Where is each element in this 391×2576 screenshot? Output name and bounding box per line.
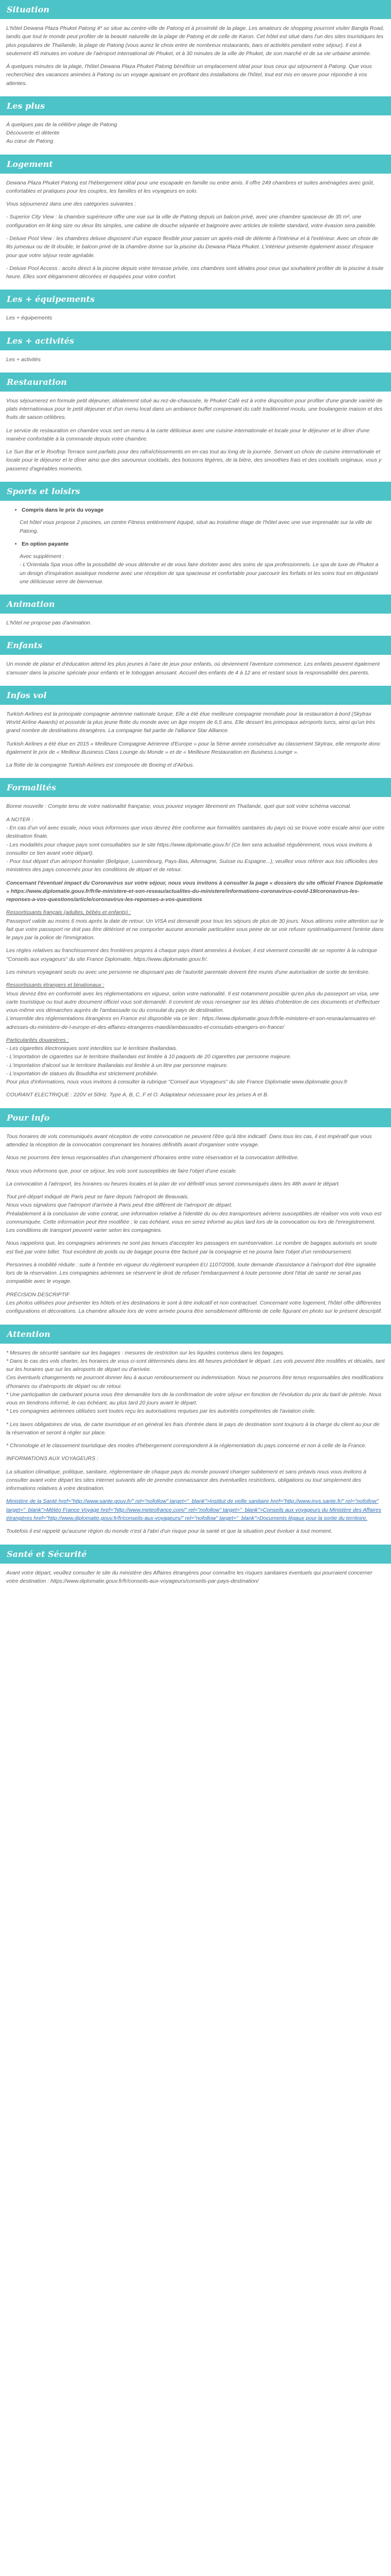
paragraph: * Dans le cas des vols charter, les horaires de vous ci-sont déterminés dans les 48 heures précédant le départ. Les vols peuvent être modifiés et décalés, tant sur les horaires que sur les aéroports de départ ou d'arrivée. xyxy=(6,1358,385,1373)
section-content-pourinfo xyxy=(0,1132,391,1316)
section-title-restauration: Restauration xyxy=(0,372,391,392)
paragraph: Préalablement à la conclusion de votre contrat, une information relative à l'identité du ou des transporteurs aériens susceptibles de réaliser vos vols vous est communiquée. Cette information peut être modifiée ; le cas échéant, vous en serez informé au plus tard lors de la convocation ou lors de l'enregistrement. Les conditions de transport peuvent varier selon les compagnies. xyxy=(6,1210,382,1234)
section-title-animation: Animation xyxy=(0,595,391,614)
paragraph: Découverte et détente xyxy=(6,130,60,137)
paragraph: Les règles relatives au franchissement des frontières propres à chaque pays étant amenées à évoluer, il est vivement conseillé de se reporter à la rubrique "Conseils aux voyageurs" du site France Diplomatie, https://www.diplomatie.gouv.fr/. xyxy=(6,947,378,962)
section-title-enfants: Enfants xyxy=(0,636,391,655)
paragraph: Les + équipements xyxy=(6,315,53,321)
paragraph: - Les modalités pour chaque pays sont consultables sur le site https://www.diplomatie.gouv.fr/ (Ce lien sera actualisé régulièrement, nous vous invitons à consulter ce lien avant votre départ). xyxy=(6,841,372,856)
paragraph: L'hôtel ne propose pas d'animation. xyxy=(6,620,92,626)
paragraph: Tout pré-départ indiqué de Paris peut se faire depuis l'aéroport de Beauvais. xyxy=(6,1194,189,1200)
section-title-vol: Infos vol xyxy=(0,686,391,705)
section-formalites xyxy=(0,778,391,1108)
section-title-plus: Les plus xyxy=(0,96,391,115)
section-situation xyxy=(0,0,391,96)
paragraph: Le Sun Bar et le Rooftop Terrace sont parfaits pour des rafraîchissements en en-cas tout au long de la journée. Servant un choix de cuisine internationale et locale pour le déjeuner et le dîner ainsi que des savoureux cocktails, des boissons légères, de la bière, des smoothies frais et des cocktails originaux, vous y passerez d'agréables moments. xyxy=(6,449,382,472)
section-sante xyxy=(0,1545,391,1595)
paragraph: - L'exportation de statues du Bouddha est strictement prohibée. xyxy=(6,1070,159,1077)
paragraph: Les mineurs voyageant seuls ou avec une personne ne disposant pas de l'autorité parentale doivent être munis d'une autorisation de sortie de territoire. xyxy=(6,969,370,975)
paragraph: Au cœur de Patong xyxy=(6,138,54,145)
section-title-situation: Situation xyxy=(0,0,391,19)
section-enfants xyxy=(0,636,391,686)
paragraph: L'ensemble des réglementations étrangères en France est disponible via ce lien : https://www.diplomatie.gouv.fr/fr/le-ministere-et-son-reseau/annuaires-et-adresses-du-ministere-de-l-europe-et-des-affaires-etrangeres-maedi/ambassades-et-consulats-etrangers-en-france/ xyxy=(6,1015,377,1030)
paragraph: Avec supplément : xyxy=(20,553,64,560)
section-content-logement xyxy=(0,179,391,281)
section-content-attention xyxy=(0,1349,391,1536)
bullet-list xyxy=(6,506,385,514)
paragraph: Avant votre départ, veuillez consulter le site du ministère des Affaires étrangères pour connaître les risques sanitaires éventuels qui pourraient concerner votre destination : https://www.diplomatie.gouv.fr/fr/conseils-aux-voyageurs/conseils-par-pays-destination/ xyxy=(6,1569,372,1584)
bullet-list xyxy=(6,540,385,548)
paragraph: * Les compagnies aériennes utilisées sont toutes reçu les autorisations requises par les autorités compétentes de l'aviation civile. xyxy=(6,1408,316,1415)
paragraph: Vous devrez être en conformité avec les réglementations en vigueur, selon votre nationalité. Il est notamment possible qu'en plus du passeport un visa, une carte touristique ou tout autre document officiel vous soit demandé. Il convient de vous renseigner sur les délais d'obtention de ces documents et d'effectuer vous-même vos démarches auprès de l'ambassade ou du consulat du pays de destination. xyxy=(6,990,380,1014)
paragraph: COURANT ELECTRIQUE : 220V et 50Hz. Type A, B, C, F et O. Adaptateur nécessaire pour les prises A et B. xyxy=(6,1092,269,1098)
paragraph: Ressortissants français (adultes, bébés et enfants) : xyxy=(6,909,131,916)
section-title-sante: Santé et Sécurité xyxy=(0,1545,391,1564)
paragraph: Le service de restauration en chambre vous sert un menu à la carte délicieux avec une cuisine internationale et locale pour le déjeuner et le dîner d'une manière confortable à la commande depuis votre chambre. xyxy=(6,427,370,442)
paragraph: Turkish Airlines est la principale compagnie aérienne nationale turque. Elle a été élue meilleure compagnie mondiale pour la restauration à bord (Skytrax World Airline Awards) et possède la plus jeune flotte du monde avec un âge moyen de 6,5 ans. Elle dessert les principaux aéroports turcs, ainsi qu'un très grand nombre de destinations étrangères. La compagnie fait partie de l'alliance Star Alliance. xyxy=(6,710,375,734)
paragraph: * Chronologie et le classement touristique des modes d'hébergement correspondent à la réglementation du pays concerné et non à celle de la France. xyxy=(6,1443,367,1449)
section-plus xyxy=(0,96,391,155)
section-title-formalites: Formalités xyxy=(0,778,391,797)
paragraph: - En cas d'un vol avec escale, nous vous informons que vous devrez être conforme aux formalités sanitaires du pays où se trouve votre escale ainsi que votre destination finale. xyxy=(6,825,385,840)
paragraph: Vous séjournerez dans une des catégories suivantes : xyxy=(6,201,136,208)
paragraph: * Les taxes obligatoires de visa, de carte touristique et en général les frais d'entrée dans le pays de destination sont toujours à la charge du client au jour de la réservation et seront à régler sur place. xyxy=(6,1421,380,1436)
paragraph: PRÉCISION DESCRIPTIF xyxy=(6,1291,70,1298)
section-activites xyxy=(0,331,391,372)
paragraph: Personnes à mobilité réduite : suite à l'entrée en vigueur du règlement européen EU 1107/2006, toute demande d'assistance à l'aéroport doit être signalée lors de la réservation. Les compagnies aériennes se réservent le droit de refuser l'embarquement à toute personne dont l'état de santé ne serait pas compatible avec le voyage. xyxy=(6,1261,376,1285)
paragraph: L'hôtel Dewana Plaza Phuket Patong 4* se situe au centre-ville de Patong et à proximité de la plage. Les amateurs de shopping pourront visiter Bangla Road, tandis que tout le monde peut profiter de la beauté naturelle de la plage de Patong et de celle de Karon. Cet hôtel est situé dans l'un des sites touristiques les plus populaires de Thaïlande, la plage de Patong (vous aurez le choix entre de nombreux restaurants, bars et activités pendant votre séjour). Il est à seulement 45 minutes en voiture de l'aéroport international de Phuket, et à 30 minutes de la ville de Phuket, de son marché et de sa vie urbaine animée. xyxy=(6,25,384,57)
paragraph: Ces éventuels changements ne pourront donner lieu à aucun remboursement ou indemnisation. Nous ne pourrons être tenus responsables des modifications d'horaires ou d'aéroports de départ ou de retour. xyxy=(6,1375,384,1389)
paragraph: Passeport valide au moins 6 mois après la date de retour. Un VISA est demandé pour tous les séjours de plus de 30 jours. Nous attirons votre attention sur le fait que votre passeport ne doit pas être détérioré et ne comporter aucune anomalie particulière sous peine de se voir refuser systématiquement l'entrée dans le pays par la police de l'immigration. xyxy=(6,918,384,941)
section-equipements xyxy=(0,290,391,331)
paragraph: Cet hôtel vous propose 2 piscines, un centre Fitness entièrement équipé, situé au troisième étage de l'hôtel avec une vue imprenable sur la ville de Patong. xyxy=(20,519,372,534)
list-item xyxy=(22,540,385,548)
paragraph: Ressortissants étrangers et binationaux : xyxy=(6,982,105,989)
section-title-attention: Attention xyxy=(0,1325,391,1344)
list-item xyxy=(22,506,385,514)
section-title-activites: Les + activités xyxy=(0,331,391,350)
paragraph: - L'Orientala Spa vous offre la possibilité de vous détendre et de vous faire dorloter avec des soins de spa professionnels. Le spa de luxe de Phuket a un design d'inspiration asiatique moderne avec une réception de spa spacieuse et confortable pour parcourir les forfaits et les soins tout en dégustant une délicieuse verre de bienvenue. xyxy=(20,562,379,585)
paragraph: Particularités douanières : xyxy=(6,1037,69,1043)
section-sports xyxy=(0,482,391,595)
paragraph: La flotte de la compagnie Turkish Airlines est composée de Boeing et d'Airbus. xyxy=(6,762,194,769)
section-content-animation xyxy=(0,619,391,627)
section-content-plus xyxy=(0,121,391,146)
section-content-formalites xyxy=(0,802,391,1099)
paragraph: A NOTER : xyxy=(6,816,34,823)
section-logement xyxy=(0,155,391,290)
paragraph: - Superior City View : la chambre supérieure offre une vue sur la ville de Patong depuis un balcon privé, avec une chambre spacieuse de 35 m², une configuration en lit king size ou deux lits simples, une cabine de douche séparée et baignoire avec articles de toilette standard, votre évasion sera paisible. xyxy=(6,214,377,229)
paragraph: - L'importation de cigarettes sur le territoire thaïlandais est limitée à 10 paquets de 20 cigarettes par personne majeure. xyxy=(6,1054,291,1060)
section-vol xyxy=(0,686,391,778)
bullet-heading: Compris dans le prix du voyage xyxy=(22,506,104,513)
paragraph: - Deluxe Pool View : les chambres deluxe disposent d'un espace flexible pour passer un après-midi de détente à l'intérieur et à l'extérieur. Avec un choix de lits jumeaux ou de lit double, le balcon privé de la chambre donne sur la piscine du Dewana Plaza Phuket. L'intérieur présente également assez d'espace pour que votre séjour reste agréable. xyxy=(6,235,379,259)
paragraph: - L'importation d'alcool sur le territoire thaïlandais est limitée à un litre par personne majeure. xyxy=(6,1062,229,1069)
paragraph: * Une participation de carburant pourra vous être demandée lors de la confirmation de votre séjour en fonction de l'évolution du prix du baril de pétrole. Nous vous en tiendrons informé, le cas échéant, au plus tard 20 jours avant le départ. xyxy=(6,1391,382,1406)
paragraph: INFORMATIONS AUX VOYAGEURS : xyxy=(6,1455,99,1462)
paragraph: Toutefois il est rappelé qu'aucune région du monde n'est à l'abri d'un risque pour la santé et que la situation peut évoluer à tout moment. xyxy=(6,1528,333,1535)
section-content-enfants xyxy=(0,660,391,677)
paragraph: La situation climatique, politique, sanitaire, réglementaire de chaque pays du monde pouvant changer subitement et sans préavis nous vous invitons à consulter avant votre départ les sites internet suivants afin de prendre connaissance des éventuelles restrictions, obligations ou tout simplement des informations relatives à votre destination. xyxy=(6,1468,367,1492)
paragraph: Nous ne pourrons être tenus responsables d'un changement d'horaires entre votre réservation et la convocation définitive. xyxy=(6,1155,299,1161)
paragraph: - Les cigarettes électroniques sont interdites sur le territoire thaïlandais. xyxy=(6,1045,178,1052)
section-content-vol xyxy=(0,710,391,770)
section-restauration xyxy=(0,372,391,482)
paragraph: Les photos utilisées pour présenter les hôtels et les destinations le sont à titre indicatif et non contractuel. Concernant votre logement, l'hôtel offre différentes configurations et décorations. La chambre allouée lors de votre arrivée pourra être sensiblement différente de celle figurant en photo sur le présent descriptif. xyxy=(6,1299,382,1315)
paragraph: Dewana Plaza Phuket Patong est l'hébergement idéal pour une escapade en famille ou entre amis. Il offre 249 chambres et suites aménagées avec goût, confortables et pratiques pour les couples, les familles et les voyageurs en solo. xyxy=(6,179,374,194)
paragraph: Nous vous signalons que l'aéroport d'arrivée à Paris peut être différent de l'aéroport de départ. xyxy=(6,1202,233,1209)
paragraph: Vous séjournerez en formule petit déjeuner, idéalement situé au rez-de-chaussée, le Phuket Café est à votre disposition pour profiter d'une grande variété de plats internationaux pour le petit déjeuner et d'un menu local dans un ambiance buffet comprenant du café traditionnel moulu, une boulangerie maison et des fruits de saison célèbres. xyxy=(6,397,383,421)
paragraph: À quelques minutes de la plage, l'hôtel Dewana Plaza Phuket Patong bénéficie un emplacement idéal pour tous ceux qui séjournent à Patong. Que vous recherchiez des vacances animées à Patong ou un voyage apaisant en profitant des installations de l'hôtel, tout est mis en œuvre pour répondre à vos attentes. xyxy=(6,63,372,87)
section-content-sante xyxy=(0,1569,391,1586)
section-animation xyxy=(0,595,391,636)
paragraph: Nous vous informons que, pour ce séjour, les vols sont susceptibles de faire l'objet d'une escale. xyxy=(6,1167,237,1174)
paragraph: À quelques pas de la célèbre plage de Patong xyxy=(6,121,117,128)
paragraph: Un monde de plaisir et d'éducation attend les plus jeunes à l'aire de jeux pour enfants, où deviennent l'aventure commence. Les enfants peuvent également s'amuser dans la piscine spéciale pour enfants et le toboggan amusant. Accueil des enfants de 4 à 12 ans et restant sous la responsabilité des parents. xyxy=(6,661,380,676)
section-pourinfo xyxy=(0,1108,391,1325)
section-content-activites xyxy=(0,355,391,364)
section-title-sports: Sports et loisirs xyxy=(0,482,391,501)
section-title-pourinfo: Pour info xyxy=(0,1108,391,1127)
paragraph: Concernant l'éventuel impact du Coronavirus sur votre séjour, nous vous invitons à consulter la page « dossiers du site officiel France Diplomatie » https://www.diplomatie.gouv.fr/fr/le-ministere-et-son-reseau/actualites-du-ministere/informations-coronavirus-covid-19/coronavirus-les-reponses-a-vos-questions/article/coronavirus-les-reponses-a-vos-questions xyxy=(6,879,383,903)
paragraph: * Mesures de sécurité sanitaire sur les bagages : mesures de restriction sur les liquides contenus dans les bagages. xyxy=(6,1349,285,1356)
section-content-restauration xyxy=(0,397,391,473)
paragraph: Turkish Airlines a été élue en 2015 « Meilleure Compagnie Aérienne d'Europe » pour la 5ème année consécutive au classement Skytrax, elle remporte donc également le prix de « Meilleur Business Class Lounge du Monde » et de « Meilleure Restauration en Business Lounge ». xyxy=(6,740,381,755)
bullet-heading: En option payante xyxy=(22,540,69,547)
paragraph: Pour plus d'informations, nous vous invitons à consulter la rubrique "Conseil aux Voyageurs" du site France Diplomatie www.diplomatie.gouv.fr xyxy=(6,1079,348,1086)
section-title-logement: Logement xyxy=(0,155,391,174)
section-content-situation xyxy=(0,24,391,88)
paragraph: - Deluxe Pool Access : accès direct à la piscine depuis votre terrasse privée, ces chambres sont idéales pour ceux qui souhaitent profiter de la piscine à toute heure. Elles sont élégamment décorées et équipées pour votre confort. xyxy=(6,265,384,280)
paragraph: Tous horaires de vols communiqués avant réception de votre convocation ne peuvent l'être qu'à titre indicatif. Dans tous les cas, il est impératif que vous attendiez la réception de la convocation comprenant les horaires définitifs avant d'organiser votre voyage. xyxy=(6,1133,372,1148)
section-content-equipements xyxy=(0,314,391,322)
paragraph: Les + activités xyxy=(6,356,41,363)
paragraph: Bonne nouvelle : Compte tenu de votre nationalité française, vous pouvez voyager librement en Thaïlande, quel que soit votre schéma vaccinal. xyxy=(6,803,351,810)
paragraph: Nous rappelons que, les compagnies aériennes ne sont pas tenues d'accepter les passagers en surréservation. Le nombre de bagages autorisés en soute est fixé par votre billet. Tout excédent de poids ou de bagage pourra être facturé par la compagnie et ne pourra faire l'objet d'un remboursement. xyxy=(6,1240,377,1255)
paragraph: La convocation à l'aéroport, les horaires ou heures locales et la plan de vol définitif vous seront communiqués dans les 48h avant le départ. xyxy=(6,1180,340,1187)
section-content-sports xyxy=(0,506,391,586)
link-paragraph[interactable]: Ministère de la Santé href="http://www.sante.gouv.fr/" rel="nofollow" target="_blank">Institut de veille sanitaire href="http://www.invs.sante.fr/" rel="nofollow" target="_blank">Météo France Voyage href="http://www.meteofrance.com/" rel="nofollow" target="_blank">Conseils aux voyageurs du Ministère des Affaires étrangères href="http://www.diplomatie.gouv.fr/fr/conseils-aux-voyageurs/" rel="nofollow" target="_blank">Documents légaux pour la sortie du territoire. xyxy=(6,1498,382,1522)
section-attention xyxy=(0,1325,391,1545)
paragraph: - Pour tout départ d'un aéroport frontalier (Belgique, Luxembourg, Pays-Bas, Allemagne, Suisse ou Espagne...), veuillez vous référer aux lois officielles des ministères des pays concernés pour les conditions de départ et de retour. xyxy=(6,858,378,873)
section-title-equipements: Les + équipements xyxy=(0,290,391,309)
